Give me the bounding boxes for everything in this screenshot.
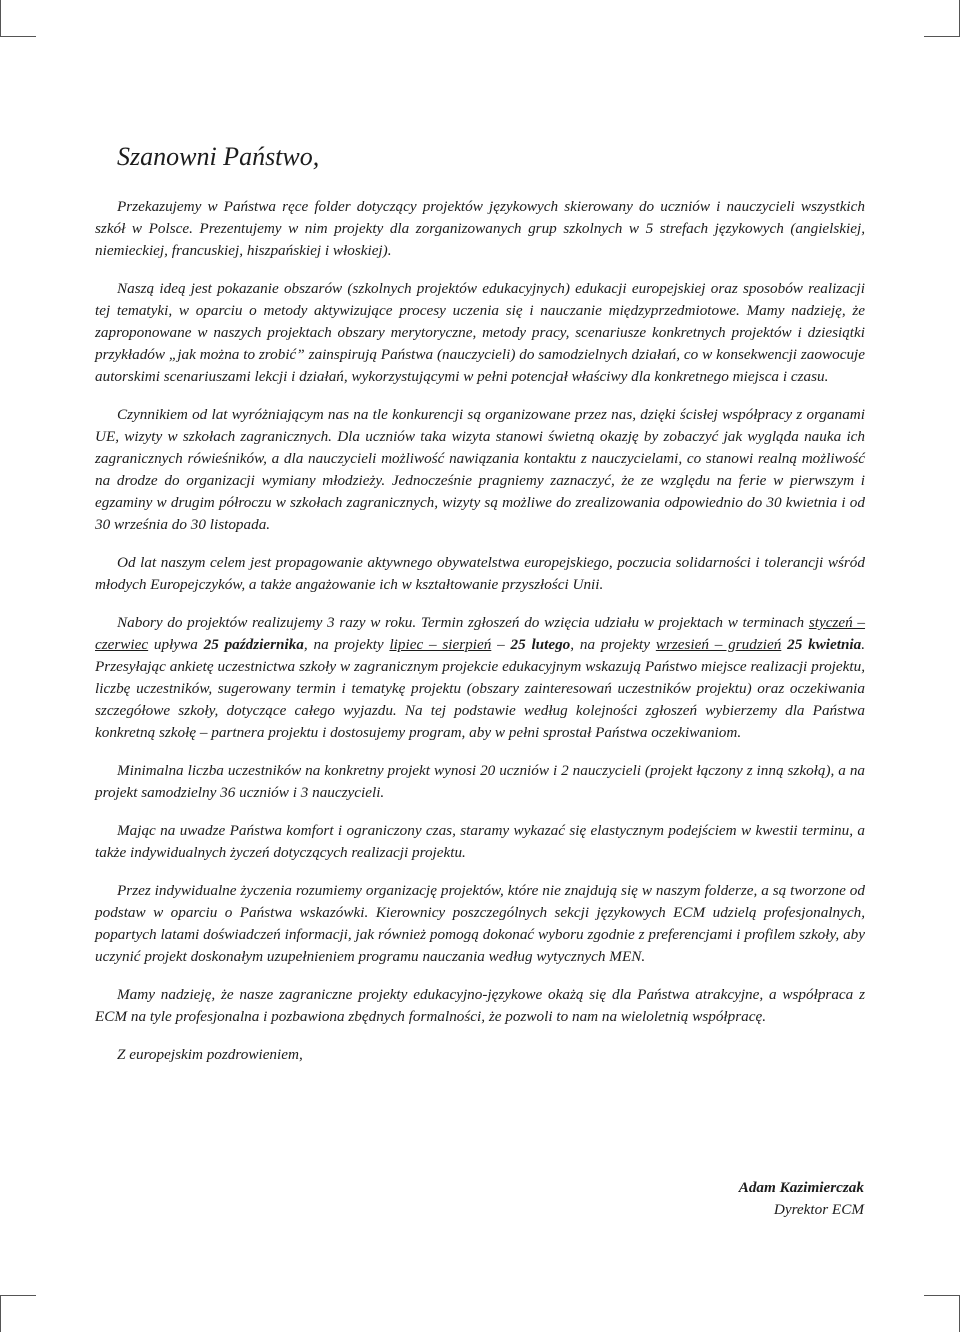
paragraph-hope: Mamy nadzieję, że nasze zagraniczne projekty edukacyjno-językowe okażą się dla Państwa atrakcyjne, a współpraca z ECM na tyle profesjonalna i pozbawiona zbędnych formalności, że pozwoli to nam na wieloletnią współpracę. [95, 986, 865, 1025]
crop-mark [0, 1296, 1, 1332]
signature-block [739, 1177, 864, 1221]
signature-title: Dyrektor ECM [773, 1201, 864, 1218]
crop-mark [924, 36, 960, 37]
salutation: Szanowni Państwo, [117, 142, 320, 171]
paragraph-school-visits: Czynnikiem od lat wyróżniającym nas na tle konkurencji są organizowane przez nas, dzięki ścisłej współpracy z organami UE, wizyty w szkołach zagranicznych. Dla uczniów taka wizyta stanowi świetną okazję by zobaczyć jak wygląda nauka ich zagranicznych rówieśników, a dla nauczycieli możliwość nawiązania kontaktu z nauczycielami, co stanowi realną możliwość na drodze do organizacji wymiany młodzieży. Jednocześnie pragniemy zaznaczyć, że ze względu na ferie w pierwszym i egzaminy w drugim półroczu w szkołach zagranicznych, wizyty są możliwe do zrealizowania odpowiednio do 30 kwietnia i od 30 września do 30 listopada. [95, 406, 865, 533]
letter-body [95, 142, 865, 1066]
paragraph-enrollment [95, 612, 865, 744]
deadline-feb: 25 lutego [510, 636, 571, 653]
paragraph-idea: Naszą ideą jest pokazanie obszarów (szkolnych projektów edukacyjnych) edukacji europejskiej oraz sposobów realizacji tej tematyki, w oparciu o metody aktywizujące procesy uczenia się i nauczanie międzyprzedmiotowe. Mamy nadzieję, że zaproponowane w naszych projektach obszary merytoryczne, metody pracy, scenariusze konkretnych projektów i dziesiątki przykładów „jak można to zrobić” zainspirują Państwa (nauczycieli) do samodzielnych działań, co w konsekwencji zaowocuje autorskimi scenariuszami lekcji i działań, wykorzystującymi w pełni potencjał właściwy dla konkretnego miejsca i czasu. [95, 280, 865, 385]
paragraph-min-participants: Minimalna liczba uczestników na konkretny projekt wynosi 20 uczniów i 2 nauczycieli (projekt łączony z inną szkołą), a na projekt samodzielny 36 uczniów i 3 nauczycieli. [95, 762, 865, 801]
deadline-apr: 25 kwietnia [787, 636, 862, 653]
paragraph-intro: Przekazujemy w Państwa ręce folder dotyczący projektów językowych skierowany do uczniów i nauczycieli wszystkich szkół w Polsce. Prezentujemy w nim projekty dla zorganizowanych grup szkolnych w 5 strefach językowych (angielskiej, niemieckiej, francuskiej, hiszpańskiej i włoskiej). [95, 198, 865, 259]
signature-name: Adam Kazimierczak [738, 1179, 864, 1196]
term-jan-jun: styczeń – czerwiec [95, 614, 866, 653]
crop-mark [0, 0, 1, 36]
enrollment-text: – [491, 636, 511, 653]
term-jul-aug: lipiec – sierpień [389, 636, 492, 653]
crop-mark [0, 1295, 36, 1296]
enrollment-text: upływa [148, 636, 204, 653]
paragraph-mission: Od lat naszym celem jest propagowanie aktywnego obywatelstwa europejskiego, poczucia solidarności i tolerancji wśród młodych Europejczyków, a także angażowanie ich w kształtowanie przyszłości Unii. [95, 554, 865, 593]
term-sep-dec: wrzesień – grudzień [655, 636, 782, 653]
enrollment-text: . Przesyłając ankietę uczestnictwa szkoły w zagranicznym projekcie edukacyjnym wskazują Państwo miejsce realizacji projektu, liczbę uczestników, sugerowany termin i tematykę projektu (obszary zainteresowań uczestników projektu) oraz oczekiwania szczegółowe szkoły, dotyczące całego wyjazdu. Na tej podstawie według kolejności zgłoszeń wybierzemy dla Państwa konkretną szkołę – partnera projektu i dostosujemy program, aby w pełni sprostał Państwa oczekiwaniom. [95, 636, 866, 741]
crop-mark [924, 1295, 960, 1296]
paragraph-custom-wishes: Przez indywidualne życzenia rozumiemy organizację projektów, które nie znajdują się w naszym folderze, a są tworzone od podstaw w oparciu o Państwa wskazówki. Kierownicy poszczególnych sekcji językowych ECM udzielą profesjonalnych, popartych latami doświadczeń informacji, jak również pomogą dokonać wyboru zgodnie z preferencjami i profilem szkoły, aby uczynić projekt doskonałym uzupełnieniem programu nauczania według wytycznych MEN. [95, 882, 865, 965]
enrollment-text: Nabory do projektów realizujemy 3 razy w roku. Termin zgłoszeń do wzięcia udziału w projektach w terminach [117, 614, 809, 631]
paragraph-flexibility: Mając na uwadze Państwa komfort i ograniczony czas, staramy wykazać się elastycznym podejściem w kwestii terminu, a także indywidualnych życzeń dotyczących realizacji projektu. [95, 822, 865, 861]
enrollment-text: , na projekty [570, 636, 656, 653]
deadline-oct: 25 października [203, 636, 304, 653]
enrollment-text: , na projekty [303, 636, 390, 653]
crop-mark [0, 36, 36, 37]
closing-greeting: Z europejskim pozdrowieniem, [117, 1046, 303, 1063]
